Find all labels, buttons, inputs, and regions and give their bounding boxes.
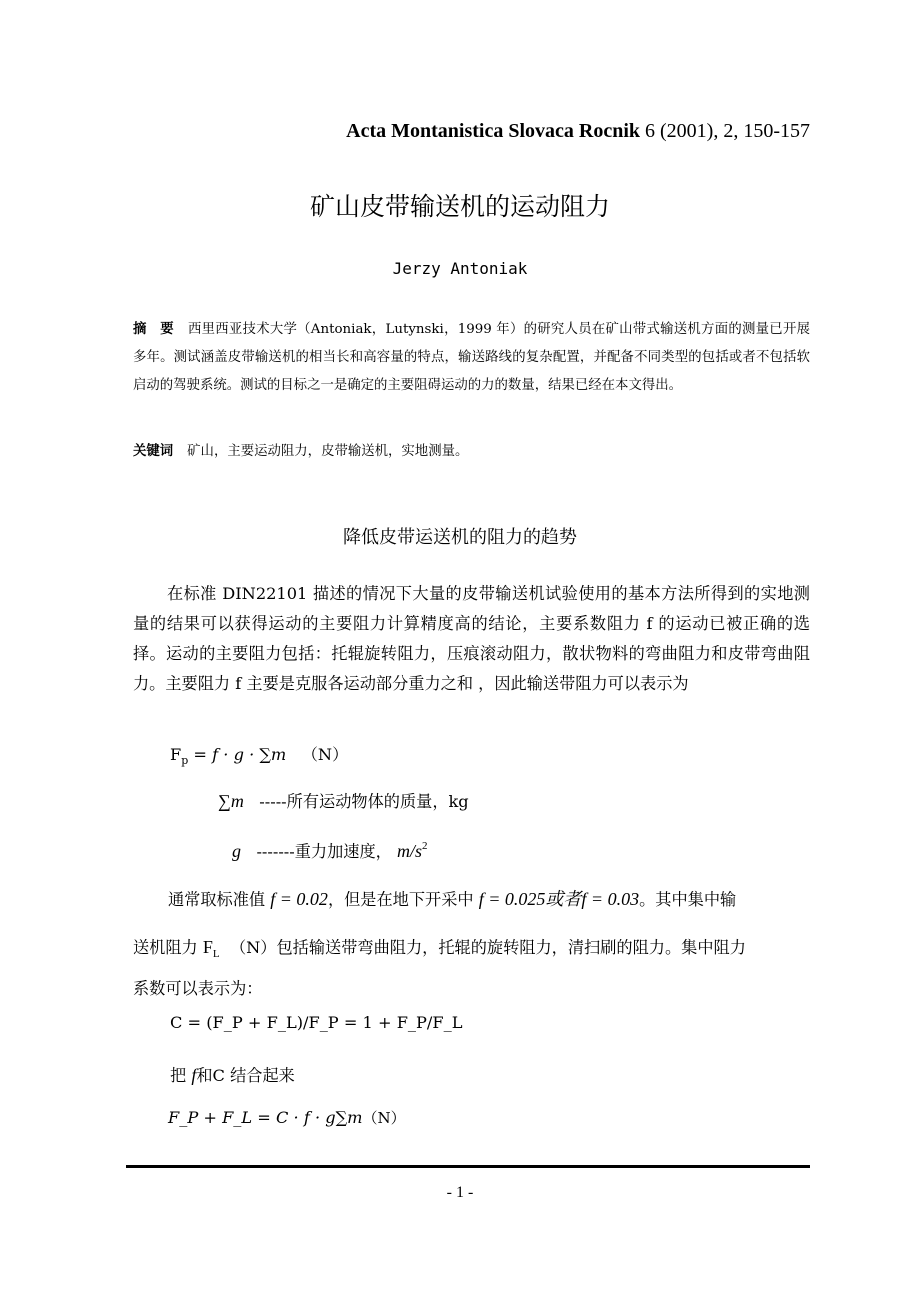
text-run: 和C 结合起来: [196, 1066, 295, 1085]
keywords-text: 矿山，主要运动阻力，皮带输送机，实地测量。: [187, 444, 469, 459]
definition-gravity: [232, 838, 428, 862]
gravity-unit-exponent: 2: [422, 840, 428, 852]
concentrated-resistance-subscript: L: [212, 948, 220, 960]
journal-name: Acta Montanistica Slovaca Rocnik: [346, 120, 641, 142]
eq-total-expression: F_P + F_L = C · f · g∑m: [168, 1108, 363, 1127]
section-heading: 降低皮带运送机的阻力的趋势: [343, 527, 577, 548]
eq-lhs: F: [170, 745, 182, 764]
gravity-symbol: g: [232, 841, 241, 861]
text-run: 通常取标准值: [168, 890, 271, 909]
abstract: [133, 316, 810, 400]
page-number: - 1 -: [446, 1184, 474, 1201]
coefficient-standard: f = 0.02: [270, 889, 328, 909]
text-run: （N）包括输送带弯曲阻力，托辊的旋转阻力，清扫刷的阻力。集中阻力: [229, 938, 746, 957]
eq-total-unit: （N）: [362, 1109, 406, 1127]
abstract-label: 摘 要: [133, 322, 174, 337]
concentrated-resistance-symbol: F: [202, 937, 213, 957]
paragraph-line: [168, 885, 736, 911]
combine-text: [170, 1062, 295, 1086]
eq-rhs: = f · g · ∑m: [188, 745, 287, 764]
paper-title: 矿山皮带输送机的运动阻力: [309, 192, 610, 221]
equation-total: [168, 1107, 406, 1128]
gravity-definition: -------重力加速度，: [256, 842, 392, 861]
author-name: Jerzy Antoniak: [392, 259, 528, 278]
equation-coefficient: C = (F_P + F_L)/F_P = 1 + F_P/F_L: [170, 1013, 463, 1032]
paragraph: 在标准 DIN22101 描述的情况下大量的皮带输送机试验使用的基本方法所得到的实地测量的结果可以获得运动的主要阻力计算精度高的结论，主要系数阻力 f 的运动已被正确的选择。运动的主要阻力包括：托辊旋转阻力，压痕滚动阻力，散状物料的弯曲阻力和皮带弯曲阻力。主要阻力 f 主要是克服各运动部分重力之和 ，因此输送带阻力可以表示为: [133, 584, 810, 693]
eq-lhs-subscript: p: [181, 754, 189, 767]
text-run: 把: [170, 1066, 192, 1085]
paragraph-line: 系数可以表示为：: [133, 979, 263, 998]
equation-resistance: [170, 741, 348, 767]
text-run: 。其中集中输: [639, 890, 737, 909]
footer-rule: [126, 1165, 810, 1168]
text-run: ，但是在地下开采中: [327, 890, 479, 909]
paragraph-line: [133, 934, 746, 960]
f-symbol: f: [191, 1065, 197, 1085]
gravity-unit: m/s: [397, 841, 423, 861]
journal-volume: 6 (2001), 2, 150-157: [640, 120, 810, 142]
mass-definition: -----所有运动物体的质量，kg: [259, 792, 469, 811]
eq-unit: （N）: [301, 745, 349, 764]
definition-mass: [218, 788, 469, 812]
mass-symbol: ∑m: [218, 791, 244, 811]
coefficient-underground: f = 0.025或者f = 0.03: [478, 889, 640, 909]
keywords-label: 关键词: [133, 444, 174, 459]
keywords: [133, 440, 810, 464]
text-run: 送机阻力: [133, 938, 203, 957]
journal-citation: [346, 120, 810, 143]
abstract-text: 西里西亚技术大学（Antoniak，Lutynski，1999 年）的研究人员在矿山带式输送机方面的测量已开展多年。测试涵盖皮带输送机的相当长和高容量的特点，输送路线的复杂配置，并配备不同类型的包括或者不包括软启动的驾驶系统。测试的目标之一是确定的主要阻碍运动的力的数量，结果已经在本文得出。: [133, 322, 810, 393]
